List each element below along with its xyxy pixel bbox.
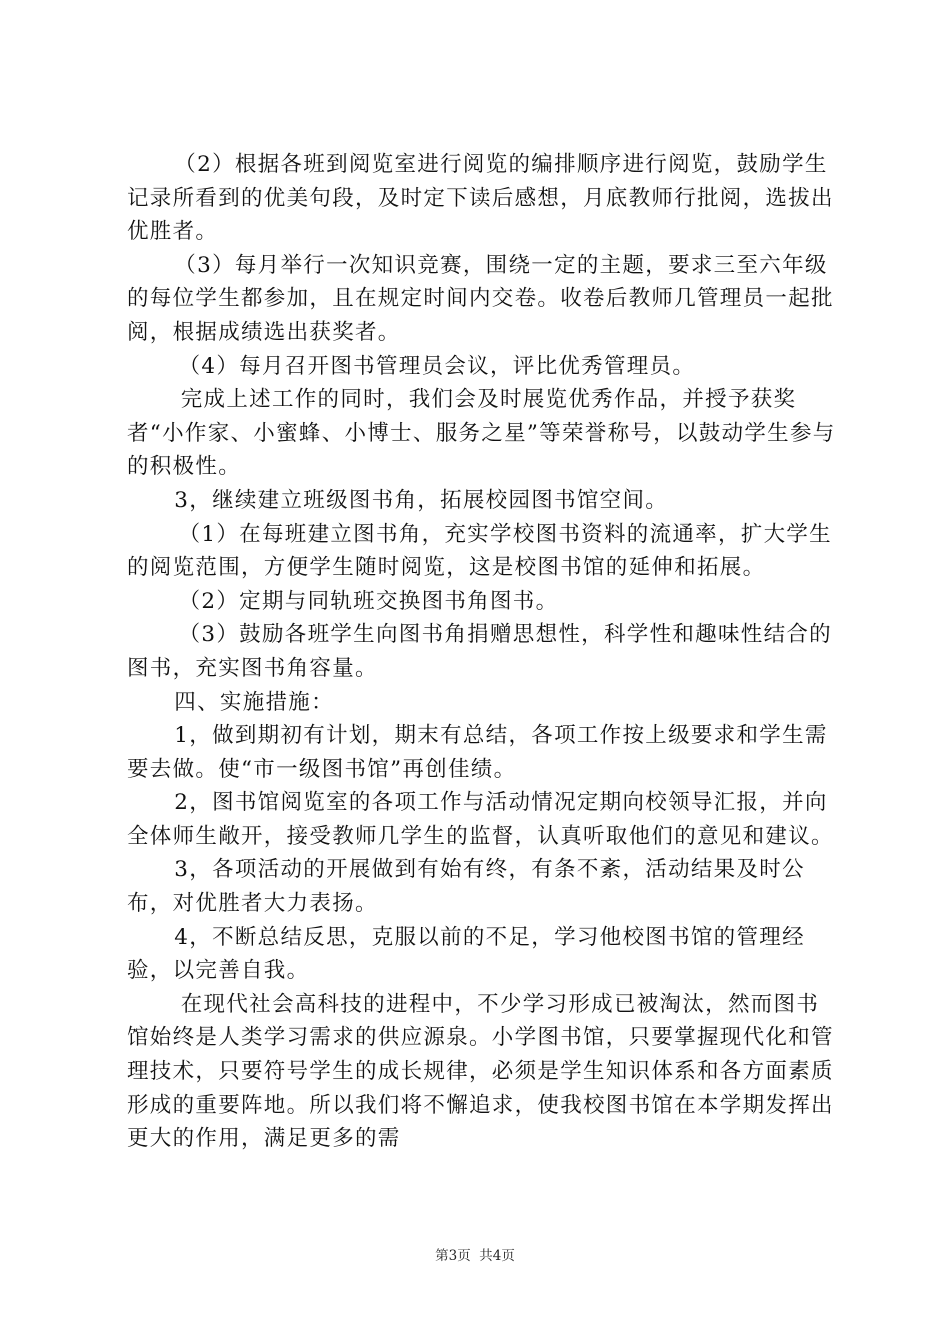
paragraph: （4）每月召开图书管理员会议，评比优秀管理员。: [178, 353, 696, 379]
paragraph: （2）根据各班到阅览室进行阅览的编排顺序进行阅览，鼓励学生记录所看到的优美句段，及时定下读后感想，月底教师行批阅，选拔出优胜者。: [127, 152, 834, 245]
paragraph: 完成上述工作的同时，我们会及时展览优秀作品，并授予获奖者“小作家、小蜜蜂、小博士、服务之星”等荣誉称号，以鼓动学生参与的积极性。: [127, 387, 836, 480]
paragraph: 4，不断总结反思，克服以前的不足，学习他校图书馆的管理经验，以完善自我。: [127, 924, 805, 984]
page-total: 共4页: [479, 1248, 515, 1264]
paragraph: （2）定期与同轨班交换图书角图书。: [178, 588, 559, 614]
paragraph: （3）鼓励各班学生向图书角捐赠思想性，科学性和趣味性结合的图书，充实图书角容量。: [127, 622, 832, 681]
paragraph: 1，做到期初有计划，期末有总结，各项工作按上级要求和学生需要去做。使“市一级图书馆”再创佳绩。: [127, 723, 828, 782]
section-heading: 四、实施措施：: [174, 689, 334, 715]
paragraph: 3，各项活动的开展做到有始有终，有条不紊，活动结果及时公布，对优胜者大力表扬。: [127, 857, 805, 917]
paragraph: （1）在每班建立图书角，充实学校图书资料的流通率，扩大学生的阅览范围，方便学生随时阅览，这是校图书馆的延伸和拓展。: [127, 521, 832, 581]
page-number: 第3页: [435, 1248, 471, 1264]
paragraph: 在现代社会高科技的进程中，不少学习形成已被淘汰，然而图书馆始终是人类学习需求的供应源泉。小学图书馆，只要掌握现代化和管理技术，只要符号学生的成长规律，必须是学生知识体系和各方面素质形成的重要阵地。所以我们将不懈追求，使我校图书馆在本学期发挥出更大的作用，满足更多的需: [127, 991, 834, 1152]
paragraph: 3，继续建立班级图书角，拓展校园图书馆空间。: [174, 487, 669, 513]
paragraph: 2，图书馆阅览室的各项工作与活动情况定期向校领导汇报，并向全体师生敞开，接受教师几学生的监督，认真听取他们的意见和建议。: [127, 790, 834, 849]
document-body: [127, 148, 839, 1156]
paragraph: （3）每月举行一次知识竞赛，围绕一定的主题，要求三至六年级的每位学生都参加，且在规定时间内交卷。收卷后教师几管理员一起批阅，根据成绩选出获奖者。: [127, 252, 834, 345]
page-footer: [0, 1244, 950, 1264]
